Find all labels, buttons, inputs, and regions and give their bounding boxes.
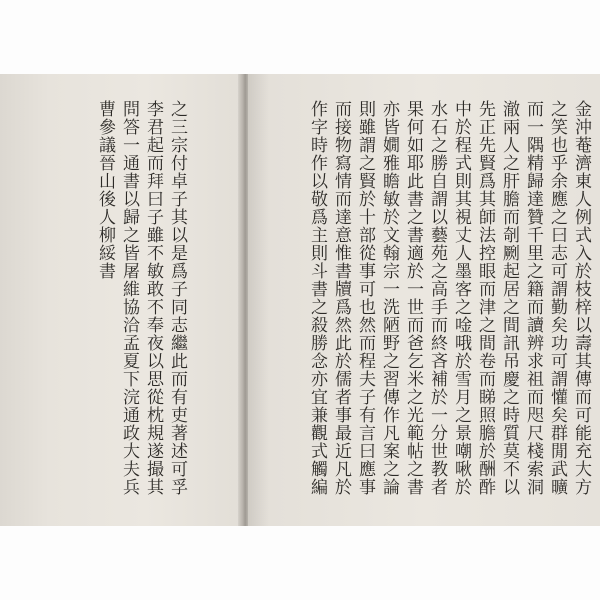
text-column: 澈兩人之肝膽而剞劂起居之間訊吊慶之時質莫不以 bbox=[499, 100, 519, 496]
right-page bbox=[248, 74, 600, 526]
text-column: 而一隅精歸達贊千里之籍而讀辨求祖而咫尺棧索洞 bbox=[523, 100, 543, 496]
text-column: 李君起而拜曰子雖不敏敢不奉夜以思從枕規遂撮其 bbox=[143, 100, 163, 496]
left-page bbox=[0, 74, 244, 526]
text-column: 作字時作以敬爲主則斗書之殺勝念亦宜兼觀式觸編 bbox=[307, 100, 327, 496]
text-column: 則雖謂之賢於十部從事可也然而程夫子有言曰應事 bbox=[355, 100, 375, 496]
text-column: 先正先賢爲其師法控眼而津之間卷而睇照膽於酬酢 bbox=[475, 100, 495, 496]
text-column: 水石之勝自謂以藝苑之高手而終吝補於一分世教者 bbox=[427, 100, 447, 496]
right-text-block bbox=[306, 100, 592, 520]
text-column: 問答一通書以歸之皆屠維協洽孟夏下浣通政大夫兵 bbox=[119, 100, 139, 496]
text-column: 而接物寫情而達意惟書牘爲然此於儒者事最近凡於 bbox=[331, 100, 351, 496]
text-column: 金沖菴濟東人例式入於枝梓以壽其傳而可能充大方 bbox=[571, 100, 591, 496]
left-text-block bbox=[94, 100, 188, 520]
text-column: 之笑也乎余應之曰志可謂勤矣功可謂懽矣群閒武曠 bbox=[547, 100, 567, 496]
text-column: 曹參議晉山後人柳綏書 bbox=[95, 100, 115, 280]
text-column: 之三宗付卓子其以是爲子同志繼此而有吏著述可孚 bbox=[167, 100, 187, 496]
text-column: 果何如耶此書之書適於一世而爸乞米之光範帖之書 bbox=[403, 100, 423, 496]
open-book bbox=[0, 74, 600, 526]
text-column: 亦皆嫺雅瞻敏於文翰宗一洗陋野之習傳作凡案之論 bbox=[379, 100, 399, 496]
text-column: 中於程式則其視丈人墨客之唫哦於雪月之景嘲啾於 bbox=[451, 100, 471, 496]
